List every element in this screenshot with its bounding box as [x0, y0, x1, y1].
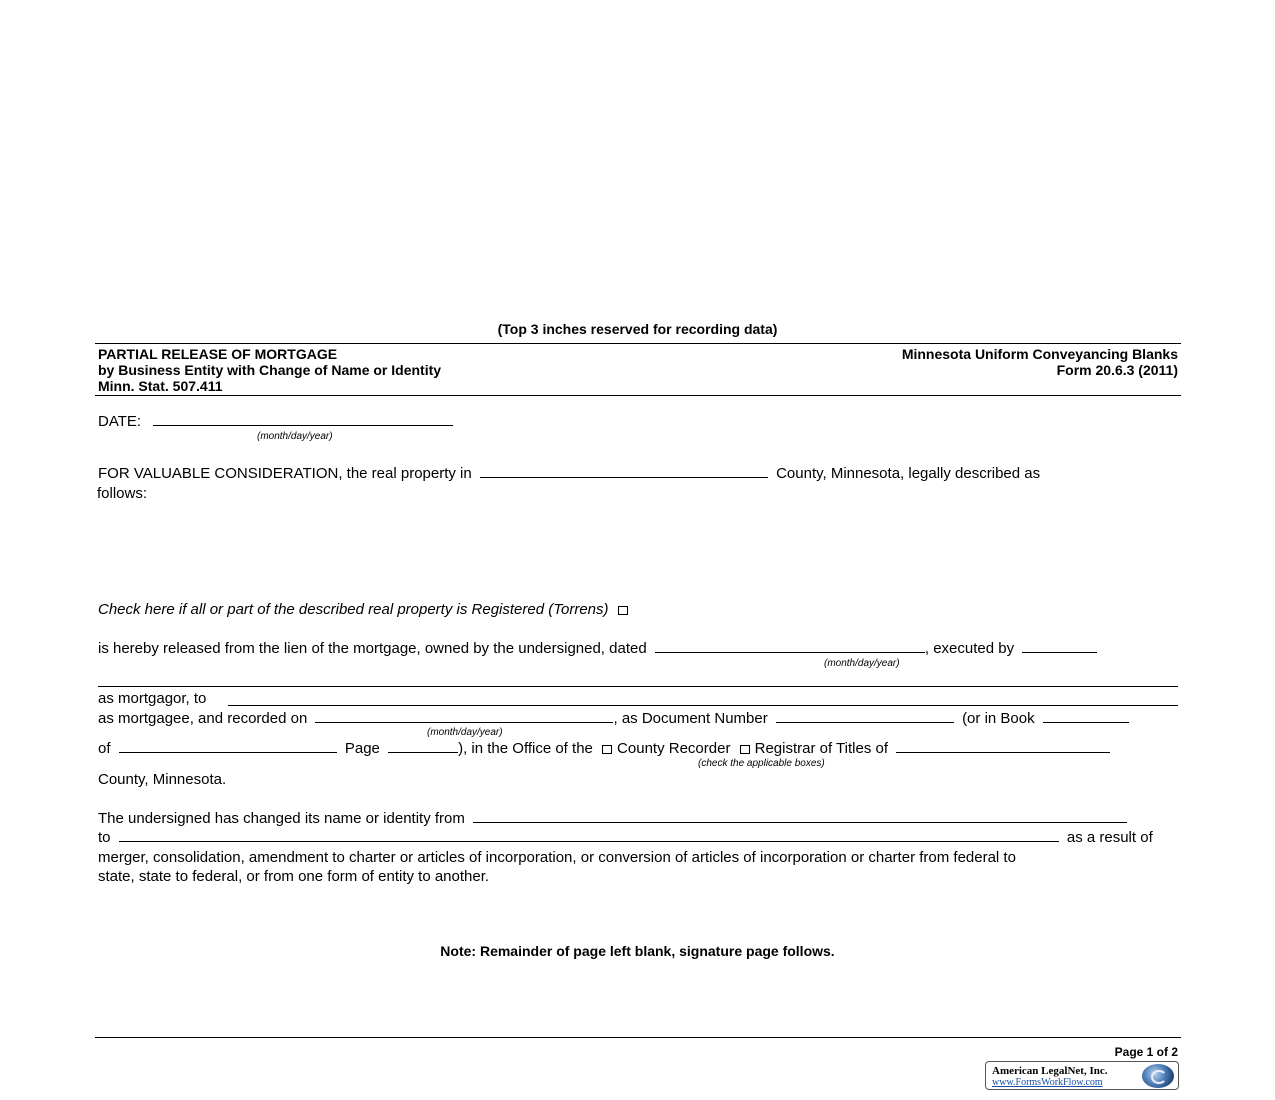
recorded-row — [98, 710, 1129, 727]
mortgage-date-field[interactable] — [655, 640, 925, 653]
form-series: Minnesota Uniform Conveyancing Blanks — [901, 346, 1178, 362]
torrens-row — [98, 601, 633, 618]
registrar-county-field[interactable] — [896, 740, 1110, 753]
mortgagor-label: as mortgagor, to — [98, 690, 207, 707]
document-number-field[interactable] — [776, 710, 954, 723]
to-label: to — [98, 829, 111, 846]
remainder-note: Note: Remainder of page left blank, signature page follows. — [440, 943, 835, 959]
date-field[interactable] — [153, 413, 453, 426]
of-label: of — [98, 740, 111, 757]
county-recorder-label: County Recorder — [617, 740, 731, 757]
mortgagor-row — [98, 690, 206, 707]
book-of-field[interactable] — [119, 740, 337, 753]
torrens-label: Check here if all or part of the described real property is Registered (Torrens) — [98, 601, 609, 618]
name-change-row — [98, 810, 1127, 827]
form-subtitle: by Business Entity with Change of Name or Identity — [98, 362, 442, 378]
name-change-line-1: merger, consolidation, amendment to charter or articles of incorporation, or conversion of articles of incorporation or charter from federal to — [98, 849, 1016, 866]
page-number: Page 1 of 2 — [1114, 1045, 1178, 1059]
executed-by-field[interactable] — [1022, 640, 1097, 653]
logo-name: American LegalNet, Inc. — [992, 1065, 1108, 1077]
doc-number-label: , as Document Number — [613, 710, 768, 727]
torrens-checkbox[interactable] — [618, 606, 628, 615]
new-name-row — [98, 829, 1153, 846]
footer-rule — [95, 1037, 1181, 1038]
page-label: Page — [344, 740, 380, 757]
former-name-field[interactable] — [473, 810, 1127, 823]
consideration-text-a: FOR VALUABLE CONSIDERATION, the real property in — [98, 465, 472, 482]
date-row — [98, 413, 453, 430]
county-field[interactable] — [480, 465, 768, 478]
header-top-rule — [95, 343, 1181, 344]
office-label: ), in the Office of the — [458, 740, 593, 757]
mortgagee-label: as mortgagee, and recorded on — [98, 710, 308, 727]
executed-by-continuation-line[interactable] — [98, 686, 1178, 687]
header-bottom-rule — [95, 395, 1181, 396]
registrar-checkbox[interactable] — [740, 745, 750, 754]
name-change-text-a: The undersigned has changed its name or identity from — [98, 810, 465, 827]
county-recorder-checkbox[interactable] — [602, 745, 612, 754]
recording-note: (Top 3 inches reserved for recording data) — [497, 321, 778, 337]
book-label: (or in Book — [962, 710, 1035, 727]
mortgagee-field[interactable] — [228, 705, 1178, 706]
checkbox-hint: (check the applicable boxes) — [698, 758, 825, 769]
new-name-field[interactable] — [119, 829, 1059, 842]
release-text-b: , executed by — [924, 640, 1015, 657]
mortgage-date-hint: (month/day/year) — [824, 658, 900, 669]
date-label: DATE: — [98, 413, 142, 430]
release-line — [98, 640, 1097, 657]
date-hint: (month/day/year) — [257, 431, 333, 442]
form-statute: Minn. Stat. 507.411 — [98, 378, 223, 394]
page-field[interactable] — [388, 740, 458, 753]
american-legalnet-logo[interactable] — [985, 1061, 1179, 1090]
book-field[interactable] — [1043, 710, 1129, 723]
recorded-date-field[interactable] — [315, 710, 613, 723]
consideration-text-b: County, Minnesota, legally described as — [776, 465, 1041, 482]
form-title: PARTIAL RELEASE OF MORTGAGE — [98, 346, 338, 362]
recorded-date-hint: (month/day/year) — [427, 727, 503, 738]
consideration-text-c: follows: — [97, 485, 148, 502]
office-row — [98, 740, 1110, 757]
globe-icon — [1142, 1064, 1174, 1088]
county-minnesota: County, Minnesota. — [98, 771, 227, 788]
result-label: as a result of — [1066, 829, 1153, 846]
registrar-label: Registrar of Titles of — [754, 740, 888, 757]
logo-url[interactable]: www.FormsWorkFlow.com — [992, 1077, 1103, 1088]
form-number: Form 20.6.3 (2011) — [1056, 362, 1178, 378]
release-text-a: is hereby released from the lien of the mortgage, owned by the undersigned, dated — [98, 640, 647, 657]
consideration-line — [98, 465, 1040, 482]
name-change-line-2: state, state to federal, or from one form of entity to another. — [98, 868, 490, 885]
